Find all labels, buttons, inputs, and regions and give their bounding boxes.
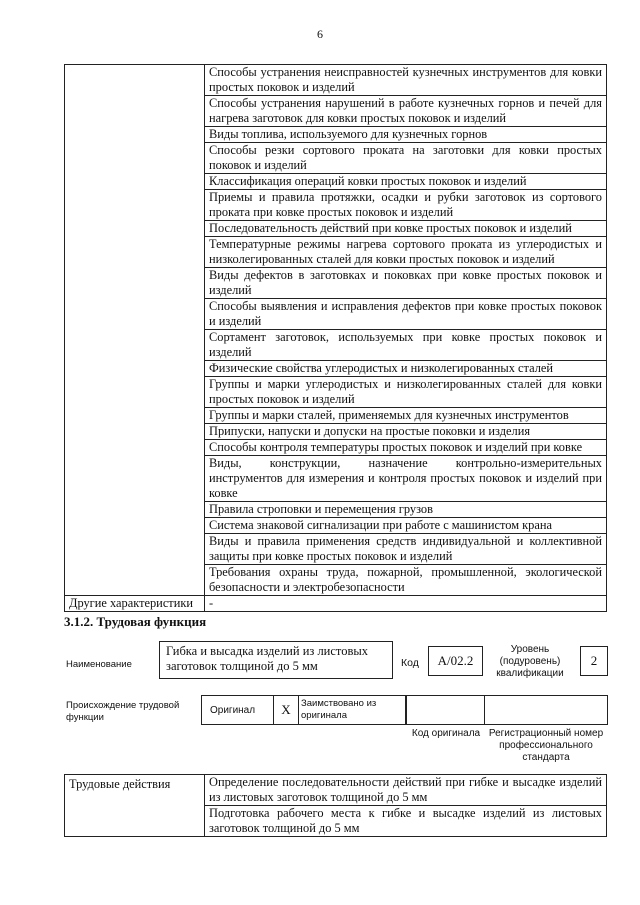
borrowed-label: Заимствовано из оригинала	[301, 698, 377, 721]
knowledge-row: Способы контроля температуры простых поковок и изделий при ковке	[205, 440, 607, 456]
level-label: Уровень (подуровень) квалификации	[496, 644, 564, 679]
function-name-box: Гибка и высадка изделий из листовых заготовок толщиной до 5 мм	[159, 641, 393, 679]
reg-number-box	[484, 695, 608, 725]
knowledge-left-cell	[65, 65, 205, 596]
knowledge-row: Виды, конструкции, назначение контрольно-измерительных инструментов для измерения и контроля простых поковок и изделий при ковке	[205, 456, 607, 502]
knowledge-row: Способы резки сортового проката на заготовки для ковки простых поковок и изделий	[205, 143, 607, 174]
code-original-label: Код оригинала	[411, 728, 481, 739]
knowledge-row: Группы и марки сталей, применяемых для кузнечных инструментов	[205, 408, 607, 424]
origin-label: Происхождение трудовой функции	[66, 700, 180, 723]
knowledge-row: Приемы и правила протяжки, осадки и рубки заготовок из сортового проката при ковке простых поковок и изделий	[205, 190, 607, 221]
knowledge-row: Виды дефектов в заготовках и поковках при ковке простых поковок и изделий	[205, 268, 607, 299]
knowledge-row: Сортамент заготовок, используемых при ковке простых поковок и изделий	[205, 330, 607, 361]
other-characteristics-value: -	[205, 596, 607, 612]
origin-box	[201, 695, 406, 725]
knowledge-row: Припуски, напуски и допуски на простые поковки и изделия	[205, 424, 607, 440]
knowledge-row: Последовательность действий при ковке простых поковок и изделий	[205, 221, 607, 237]
code-label: Код	[401, 657, 419, 669]
code-original-box	[406, 695, 485, 725]
reg-number-label: Регистрационный номер профессионального стандарта	[488, 728, 604, 763]
knowledge-row: Температурные режимы нагрева сортового проката из углеродистых и низколегированных сталей для ковки простых поковок и изделий	[205, 237, 607, 268]
name-label: Наименование	[66, 659, 132, 670]
knowledge-row: Классификация операций ковки простых поковок и изделий	[205, 174, 607, 190]
knowledge-row: Требования охраны труда, пожарной, промышленной, экологической безопасности и электробезопасности	[205, 565, 607, 596]
knowledge-row: Группы и марки углеродистых и низколегированных сталей для ковки простых поковок и изделий	[205, 377, 607, 408]
knowledge-row: Способы устранения нарушений в работе кузнечных горнов и печей для нагрева заготовок для ковки простых поковок и изделий	[205, 96, 607, 127]
labor-actions-table	[64, 774, 607, 837]
page-number: 6	[317, 27, 323, 41]
knowledge-row: Способы устранения неисправностей кузнечных инструментов для ковки простых поковок и изделий	[205, 65, 607, 96]
other-characteristics-label: Другие характеристики	[65, 596, 205, 612]
code-value: А/02.2	[428, 646, 483, 676]
knowledge-row: Физические свойства углеродистых и низколегированных сталей	[205, 361, 607, 377]
knowledge-row: Правила строповки и перемещения грузов	[205, 502, 607, 518]
labor-actions-label: Трудовые действия	[65, 775, 205, 837]
knowledge-table	[64, 64, 607, 612]
section-title: 3.1.2. Трудовая функция	[64, 614, 207, 629]
knowledge-row: Способы выявления и исправления дефектов при ковке простых поковок и изделий	[205, 299, 607, 330]
knowledge-row: Виды и правила применения средств индивидуальной и коллективной защиты при ковке простых поковок и изделий	[205, 534, 607, 565]
original-mark: X	[273, 696, 299, 724]
original-label: Оригинал	[210, 705, 256, 716]
knowledge-row: Виды топлива, используемого для кузнечных горнов	[205, 127, 607, 143]
knowledge-row: Система знаковой сигнализации при работе с машинистом крана	[205, 518, 607, 534]
labor-action-row: Определение последовательности действий при гибке и высадке изделий из листовых заготовок толщиной до 5 мм	[205, 775, 607, 806]
labor-action-row: Подготовка рабочего места к гибке и высадке изделий из листовых заготовок толщиной до 5 мм	[205, 806, 607, 837]
level-value: 2	[580, 646, 608, 676]
